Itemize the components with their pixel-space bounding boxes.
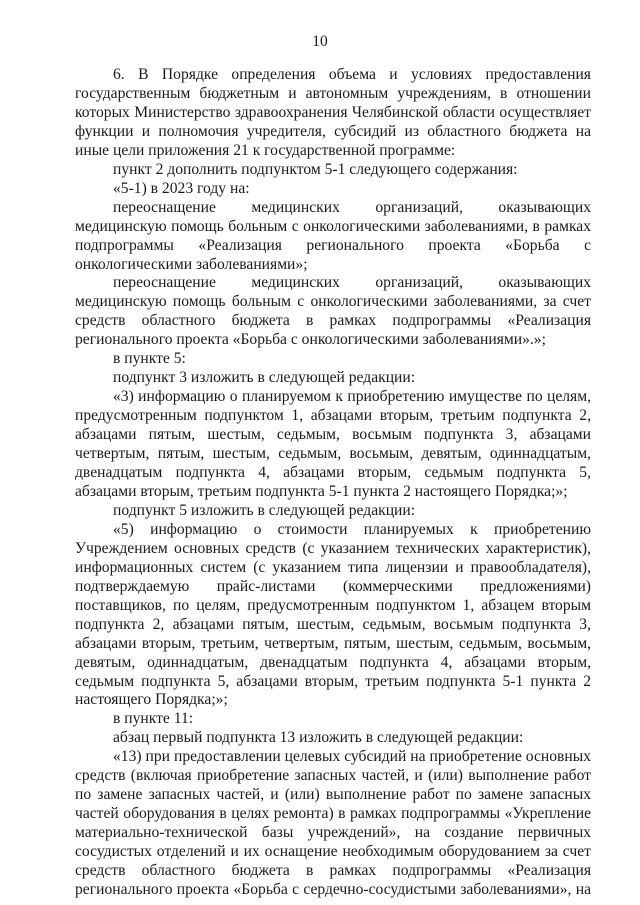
page-number: 10	[312, 33, 328, 50]
paragraph-reequipment-1: переоснащение медицинских организаций, оказывающих медицинскую помощь больным с онкологическими заболеваниями, в рамках подпрограммы «Реализация регионального проекта «Борьба с онкологическими заболеваниями»;	[75, 198, 591, 273]
paragraph-subpoint-13-heading: абзац первый подпункта 13 изложить в следующей редакции:	[113, 729, 524, 747]
paragraph-subpoint-5-text: «5) информацию о стоимости планируемых к приобретению Учреждением основных средств (с указанием технических характеристик), информационных систем (с указанием типа лицензии и правообладателя), подтверждаемую прайс-листами (коммерческими предложениями) поставщиков, по целям, предусмотренным подпунктом 1, абзацем вторым подпункта 2, абзацами пятым, шестым, седьмым, восьмым подпункта 3, абзацами вторым, третьим, четвертым, пятым, шестым, седьмым, восьмым, девятым, одиннадцатым, двенадцатым подпункта 4, абзацами вторым, седьмым подпункта 5, абзацами вторым, третьим подпункта 5-1 пункта 2 настоящего Порядка;»;	[75, 520, 591, 709]
paragraph-item-6: 6. В Порядке определения объема и условиях предоставления государственным бюджетным и автономным учреждениям, в отношении которых Министерство здравоохранения Челябинской области осуществляет функции и полномочия учредителя, субсидий из областного бюджета на иные цели приложения 21 к государственной программе:	[75, 66, 591, 159]
paragraph-reequipment-2: переоснащение медицинских организаций, оказывающих медицинскую помощь больным с онкологическими заболеваниями, за счет средств областного бюджета в рамках подпрограммы «Реализация регионального проекта «Борьба с онкологическими заболеваниями».»;	[75, 274, 591, 349]
paragraph-point-5: в пункте 5:	[113, 350, 186, 368]
paragraph-subpoint-3-text: «3) информацию о планируемом к приобретению имуществе по целям, предусмотренным подпунктом 1, абзацами вторым, третьим подпункта 2, абзацами пятым, шестым, седьмым, восьмым подпункта 3, абзацами четвертым, пятым, шестым, седьмым, восьмым, девятым, одиннадцатым, двенадцатым подпункта 4, абзацами вторым, седьмым подпункта 5, абзацами вторым, третьим подпункта 5-1 пункта 2 настоящего Порядка;»;	[75, 388, 591, 500]
paragraph-point-2-addition: пункт 2 дополнить подпунктом 5-1 следующего содержания:	[113, 160, 518, 178]
paragraph-point-11: в пункте 11:	[113, 710, 194, 728]
paragraph-subpoint-13-text: «13) при предоставлении целевых субсидий на приобретение основных средств (включая приобретение запасных частей, и (или) выполнение работ по замене запасных частей, и (или) выполнение работ по замене запасных частей оборудования в целях ремонта) в рамках подпрограммы «Укрепление материально-технической базы учреждений», на создание первичных сосудистых отделений и их оснащение необходимым оборудованием за счет средств областного бюджета в рамках подпрограммы «Реализация регионального проекта «Борьба с сердечно-сосудистыми заболеваниями», на	[75, 748, 591, 898]
paragraph-subpoint-5-1: «5-1) в 2023 году на:	[113, 179, 250, 197]
paragraph-subpoint-3-heading: подпункт 3 изложить в следующей редакции:	[113, 369, 416, 387]
document-body	[75, 66, 591, 900]
paragraph-subpoint-5-heading: подпункт 5 изложить в следующей редакции:	[113, 501, 416, 519]
